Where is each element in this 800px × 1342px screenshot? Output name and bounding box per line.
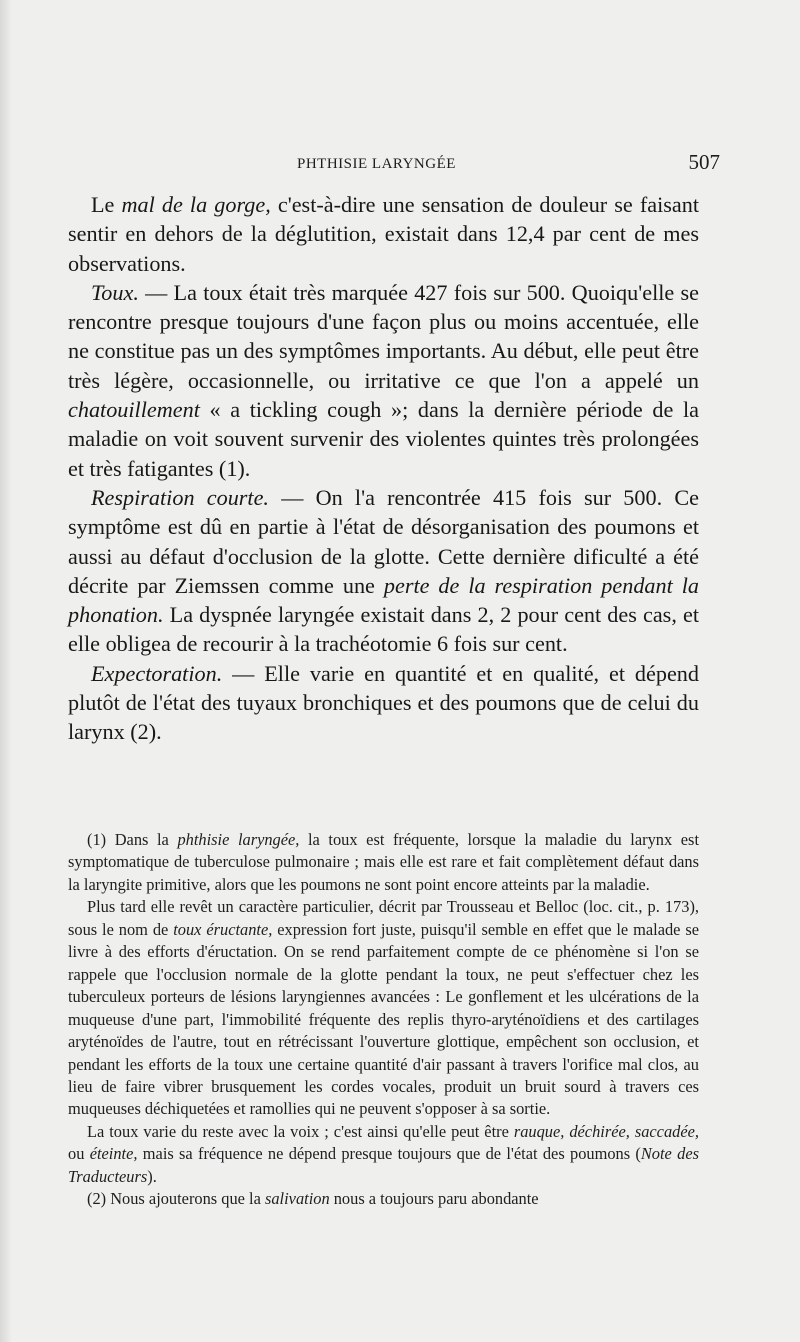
paragraph-expectoration	[68, 659, 699, 747]
text-run: (2) Nous ajouterons que la	[87, 1189, 265, 1209]
text-run: mais sa fréquence ne dépend presque toujours que de l'état des poumons (	[137, 1144, 641, 1164]
italic-term: rauque, déchirée, saccadée,	[513, 1121, 699, 1141]
italic-term: mal de la gorge,	[121, 192, 271, 217]
text-run: Plus tard elle revêt un caractère particulier, décrit par Trousseau et Belloc (loc. cit., p. 173), sous le nom de	[68, 897, 699, 939]
page-header	[80, 150, 720, 180]
paragraph-respiration	[68, 483, 699, 659]
italic-term: perte de la respiration pendant la phonation.	[68, 572, 700, 628]
text-run: La toux varie du reste avec la voix ; c'est ainsi qu'elle peut être	[87, 1121, 514, 1141]
text-run: ou	[68, 1144, 90, 1164]
footnote-1	[68, 829, 699, 896]
italic-term: salivation	[264, 1189, 330, 1209]
text-run: nous a toujours paru abondante	[329, 1189, 539, 1209]
section-term: Toux.	[91, 279, 139, 305]
text-run: Le	[91, 192, 122, 217]
text-run: — Elle varie en quantité et en qualité, et dépend plutôt de l'état des tuyaux bronchiques et des poumons que de celui du larynx (2).	[68, 660, 699, 745]
section-term: Expectoration.	[91, 660, 223, 686]
page-number: 507	[688, 150, 720, 174]
paragraph-toux	[68, 278, 699, 483]
text-run: c'est-à-dire une sensation de douleur se faisant sentir en dehors de la déglutition, existait dans 12,4 par cent de mes observations.	[68, 192, 699, 276]
text-run: La dyspnée laryngée existait dans 2, 2 pour cent des cas, et elle obligea de recourir à la trachéotomie 6 fois sur cent.	[68, 602, 699, 657]
footnote-2	[68, 1188, 699, 1210]
footnote-1-voice	[68, 1121, 699, 1188]
italic-term: Note des Traducteurs	[68, 1144, 699, 1186]
running-title: PHTHISIE LARYNGÉE	[297, 156, 456, 172]
text-run: « a tickling cough »; dans la dernière période de la maladie on voit souvent survenir des violentes quintes très prolongées et très fatigantes (1).	[68, 397, 699, 481]
main-text	[68, 190, 699, 747]
text-run: expression fort juste, puisqu'il semble en effet que le malade se livre à des efforts d'éructation. On se rend parfaitement compte de ce phénomène si l'on se rappele que l'occlusion normale de la glotte pendant la toux, ne peut s'effectuer chez les tuberculeux porteurs de lésions laryngiennes avancées : Le gonflement et les ulcérations de la muqueuse d'une part, l'immobilité fréquente des replis thyro-aryténoïdiens et des cartilages aryténoïdes de l'autre, tout en rétrécissant l'ouverture glottique, empêchent son occlusion, et pendant les efforts de la toux une certaine quantité d'air passant à travers l'orifice mal clos, au lieu de faire vibrer brusquement les cordes vocales, produit un bruit sourd à travers ces muqueuses déchiquetées et ramollies qui ne peuvent s'opposer à sa sortie.	[68, 919, 699, 1119]
italic-term: phthisie laryngée,	[177, 830, 300, 849]
text-run: — La toux était très marquée 427 fois sur 500. Quoiqu'elle se rencontre presque toujours d'une façon plus ou moins accentuée, elle ne constitue pas un des symptômes importants. Au début, elle peut être très légère, occasionnelle, ou irritative ce que l'on a appelé un	[68, 279, 699, 393]
text-run: la toux est fréquente, lorsque la maladie du larynx est symptomatique de tuberculose pulmonaire ; mais elle est rare et fait complètement défaut dans la laryngite primitive, alors que les poumons ne sont point encore atteints par la maladie.	[68, 830, 699, 894]
paragraph-mal-de-gorge	[68, 190, 699, 278]
footnotes	[68, 829, 699, 1211]
footnote-1-continued	[68, 896, 699, 1121]
text-run: ).	[147, 1166, 157, 1186]
text-run: (1) Dans la	[87, 830, 178, 849]
section-term: Respiration courte.	[91, 484, 269, 510]
italic-term: chatouillement	[68, 397, 200, 423]
text-run: — On l'a rencontrée 415 fois sur 500. Ce symptôme est dû en partie à l'état de désorganisation des poumons et aussi au défaut d'occlusion de la glotte. Cette dernière dificulté a été décrite par Ziemssen comme une	[68, 484, 699, 598]
italic-term: toux éructante,	[173, 919, 273, 939]
italic-term: éteinte,	[89, 1144, 138, 1164]
